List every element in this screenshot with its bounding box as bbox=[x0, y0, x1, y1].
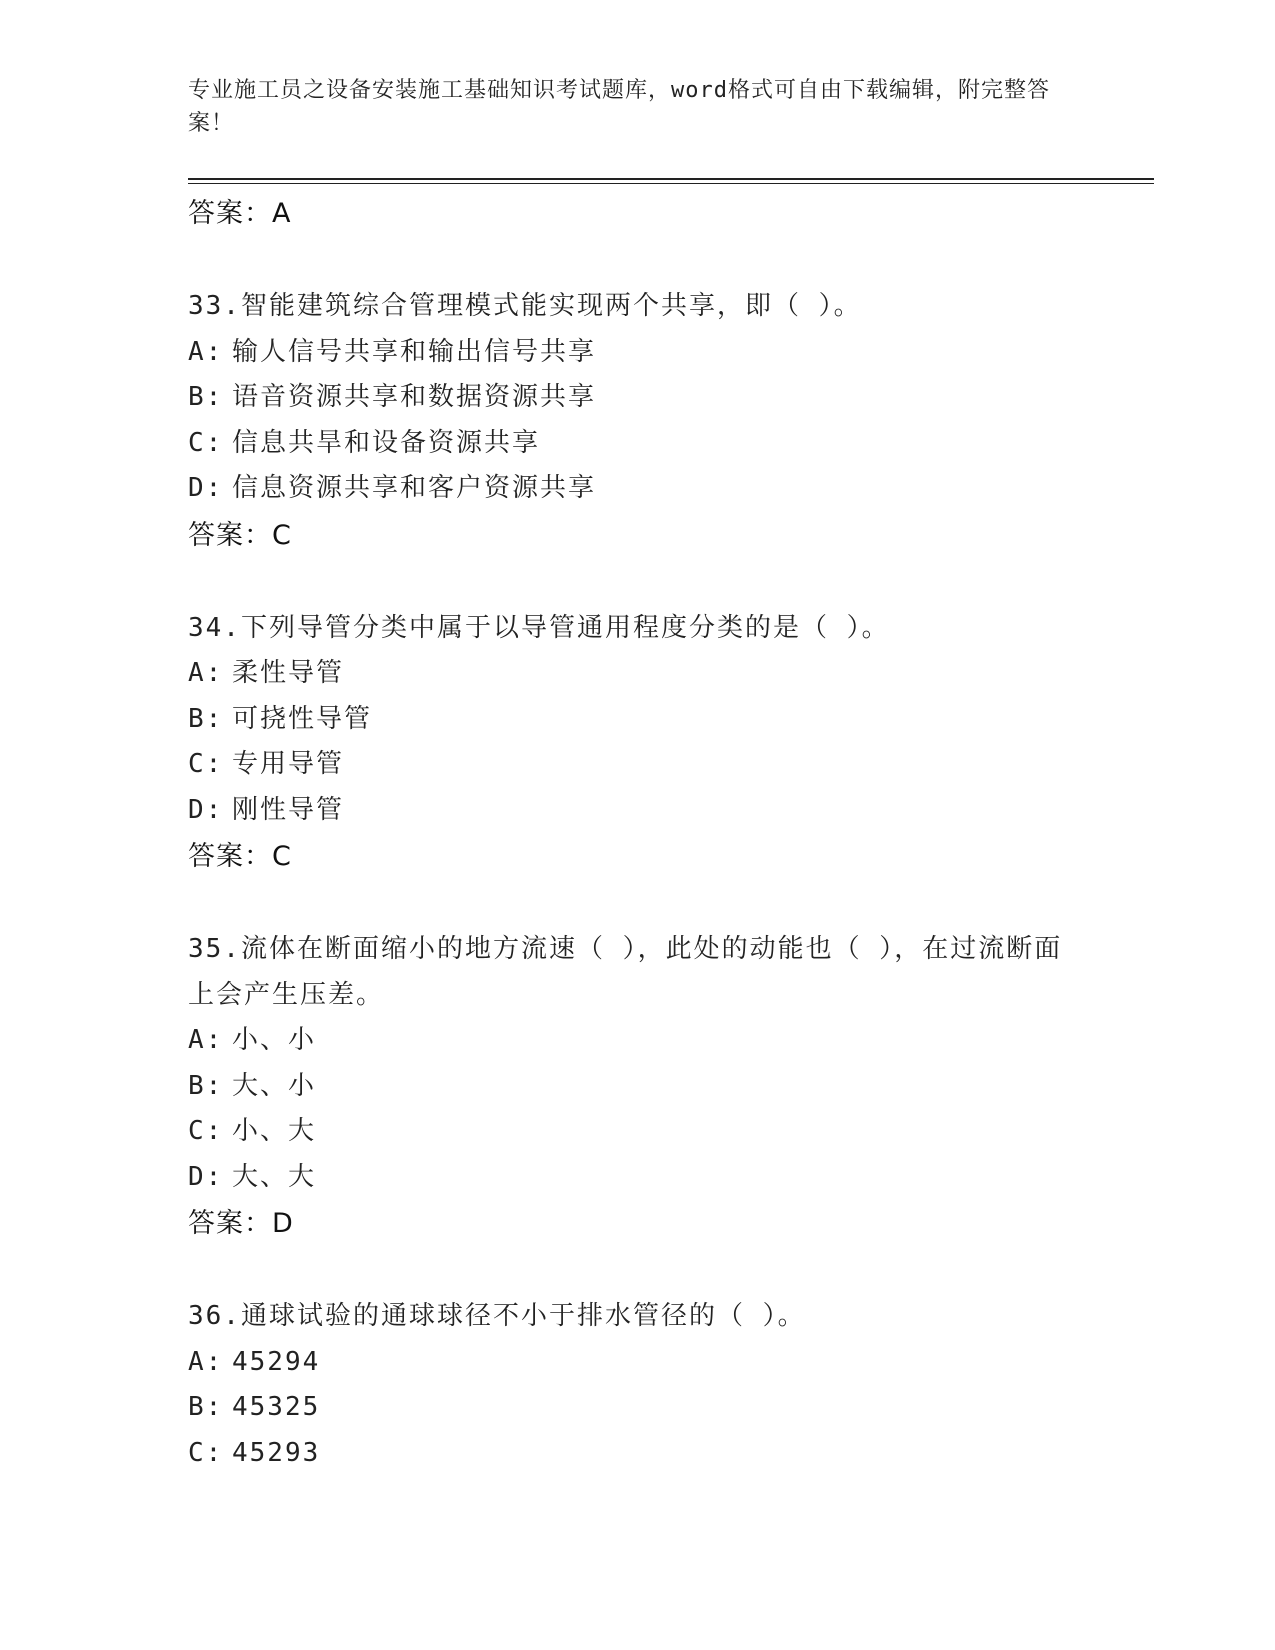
option-letter: A: bbox=[188, 658, 224, 688]
option-a bbox=[188, 1340, 1088, 1386]
page-header: 专业施工员之设备安装施工基础知识考试题库，word格式可自由下载编辑，附完整答案！ bbox=[188, 78, 1050, 136]
header-divider-thin bbox=[188, 183, 1154, 184]
option-letter: B: bbox=[188, 1392, 224, 1422]
option-text: 45294 bbox=[232, 1346, 321, 1377]
option-text: 输人信号共享和输出信号共享 bbox=[232, 336, 597, 367]
option-letter: D: bbox=[188, 794, 224, 825]
answer-line: 答案：C bbox=[188, 841, 292, 872]
question-stem: 35.流体在断面缩小的地方流速（ ），此处的动能也（ ），在过流断面上会产生压差。 bbox=[188, 934, 1063, 1010]
option-text: 语音资源共享和数据资源共享 bbox=[232, 382, 597, 412]
option-b bbox=[188, 697, 1088, 743]
option-text: 信息共旱和设备资源共享 bbox=[232, 427, 541, 458]
option-letter: A: bbox=[188, 1025, 224, 1055]
option-b bbox=[188, 375, 1088, 421]
option-letter: B: bbox=[188, 703, 224, 734]
option-letter: C: bbox=[188, 1437, 224, 1468]
option-letter: C: bbox=[188, 749, 224, 779]
option-text: 小、小 bbox=[232, 1025, 317, 1055]
option-letter: B: bbox=[188, 382, 224, 412]
answer-line: 答案：D bbox=[188, 1208, 294, 1239]
question-33 bbox=[188, 284, 1088, 560]
option-letter: C: bbox=[188, 1116, 224, 1146]
option-letter: A: bbox=[188, 1346, 224, 1377]
option-d bbox=[188, 788, 1088, 834]
option-text: 45293 bbox=[232, 1437, 321, 1468]
answer-line: 答案：A bbox=[188, 198, 292, 229]
option-letter: A: bbox=[188, 336, 224, 367]
question-35 bbox=[188, 927, 1088, 1248]
option-c bbox=[188, 1109, 1088, 1155]
question-stem: 36.通球试验的通球球径不小于排水管径的（ ）。 bbox=[188, 1301, 806, 1331]
option-text: 柔性导管 bbox=[232, 658, 345, 688]
option-a bbox=[188, 651, 1088, 697]
option-text: 专用导管 bbox=[232, 749, 345, 779]
option-text: 小、大 bbox=[232, 1116, 317, 1146]
question-36 bbox=[188, 1294, 1088, 1476]
option-b bbox=[188, 1385, 1088, 1431]
question-34 bbox=[188, 606, 1088, 882]
question-stem: 33.智能建筑综合管理模式能实现两个共享，即（ ）。 bbox=[188, 291, 862, 321]
option-text: 信息资源共享和客户资源共享 bbox=[232, 473, 597, 503]
option-letter: C: bbox=[188, 427, 224, 458]
option-letter: B: bbox=[188, 1070, 224, 1101]
option-text: 45325 bbox=[232, 1392, 321, 1422]
option-text: 可挠性导管 bbox=[232, 703, 373, 734]
answer-line: 答案：C bbox=[188, 519, 292, 551]
option-text: 刚性导管 bbox=[232, 794, 345, 825]
document-content bbox=[188, 190, 1088, 1476]
option-c bbox=[188, 742, 1088, 788]
option-d bbox=[188, 466, 1088, 512]
option-d bbox=[188, 1155, 1088, 1201]
option-c bbox=[188, 1431, 1088, 1477]
option-text: 大、大 bbox=[232, 1161, 317, 1192]
option-text: 大、小 bbox=[232, 1070, 317, 1101]
option-a bbox=[188, 1018, 1088, 1064]
option-a bbox=[188, 330, 1088, 376]
option-letter: D: bbox=[188, 1161, 224, 1192]
option-c bbox=[188, 421, 1088, 467]
question-stem: 34.下列导管分类中属于以导管通用程度分类的是（ ）。 bbox=[188, 612, 890, 643]
option-b bbox=[188, 1064, 1088, 1110]
header-divider-thick bbox=[188, 178, 1154, 180]
option-letter: D: bbox=[188, 473, 224, 503]
